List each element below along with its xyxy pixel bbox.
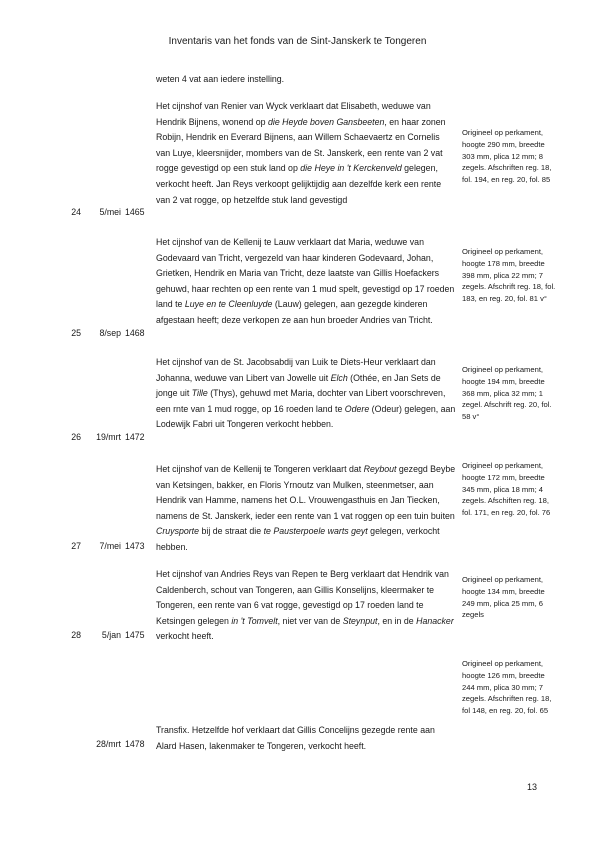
- entry-year: 1478: [125, 739, 145, 749]
- entry-number: 24: [71, 207, 81, 217]
- page-number: 13: [527, 782, 538, 792]
- entry-note: Origineel op perkament, hoogte 178 mm, breedte 398 mm, plica 22 mm; 7 zegels. Afschrift reg. 18, fol. 183, en reg. 20, fol. 81 v°: [462, 247, 556, 304]
- entry-note: Origineel op perkament, hoogte 126 mm, breedte 244 mm, plica 30 mm; 7 zegels. Afschriften reg. 18, fol 148, en reg. 20, fol. 65: [462, 659, 552, 716]
- entry-note: Origineel op perkament, hoogte 134 mm, breedte 249 mm, plica 25 mm, 6 zegels: [462, 575, 545, 620]
- entry-year: 1468: [125, 328, 145, 338]
- entry-text: Het cijnshof van Andries Reys van Repen te Berg verklaart dat Hendrik van Caldenberch, schout van Tongeren, aan Gillis Konselijns, kleermaker te Tongeren, een rente van 6 vat rogge, gevestigd op 17 roeden land te Ketsingen gelegen in 't Tomvelt, niet ver van de Steynput, en in de Hanacker verkocht heeft.: [156, 569, 454, 642]
- entry-date: 5/mei: [99, 207, 121, 217]
- entry-text: Transfix. Hetzelfde hof verklaart dat Gillis Concelijns gezegde rente aan Alard Hasen, lakenmaker te Tongeren, verkocht heeft.: [156, 725, 435, 751]
- entry-year: 1473: [125, 541, 145, 551]
- entry-year: 1465: [125, 207, 145, 217]
- entry-note: Origineel op perkament, hoogte 290 mm, breedte 303 mm, plica 12 mm; 8 zegels. Afschriften reg. 18, fol. 194, en reg. 20, fol. 85: [462, 128, 552, 185]
- entry-number: 25: [71, 328, 81, 338]
- entry-year: 1472: [125, 432, 145, 442]
- entry-note: Origineel op perkament, hoogte 172 mm, breedte 345 mm, plica 18 mm; 4 zegels. Afschiften reg. 18, fol. 171, en reg. 20, fol. 76: [462, 461, 551, 518]
- entry-year: 1475: [125, 630, 145, 640]
- entry-number: 26: [71, 432, 81, 442]
- entry-text: Het cijnshof van de Kellenij te Tongeren verklaart dat Reybout gezegd Beybe van Ketsingen, bakker, en Floris Yrnoutz van Mulken, steenmetser, aan Hendrik van Hamme, namens het O.L. Vrouwengasthuis en Jan Tiecken, namens de St. Janskerk, ieder een rente van 1 vat roggen op een tuin buiten Cruysporte bij de straat die te Pausterpoele warts geyt gelegen, verkocht hebben.: [156, 464, 456, 552]
- entry-text: Het cijnshof van de Kellenij te Lauw verklaart dat Maria, weduwe van Godevaard van Tricht, vergezeld van haar kinderen Godevaard, Johan, Grietken, Hendrik en Maria van Tricht, deze laatste van Gillis Hoefackers gehuwd, haar rechten op een rente van 1 mud spelt, gevestigd op 17 roeden land te Luye en te Cleenluyde (Lauw) gelegen, aan gezegde kinderen afgestaan heeft; deze verkopen ze aan hun broeder Andries van Tricht.: [156, 237, 455, 325]
- entry-date: 5/jan: [101, 630, 121, 640]
- entry-date: 28/mrt: [96, 739, 121, 749]
- page-header: Inventaris van het fonds van de Sint-Janskerk te Tongeren: [168, 36, 427, 47]
- entry-number: 27: [71, 541, 81, 551]
- entry-date: 7/mei: [99, 541, 121, 551]
- entry-number: 28: [71, 630, 81, 640]
- lead-text: weten 4 vat aan iedere instelling.: [156, 74, 285, 84]
- entry-note: Origineel op perkament, hoogte 194 mm, breedte 368 mm, plica 32 mm; 1 zegel. Afschrift reg. 20, fol. 58 v°: [462, 365, 552, 422]
- entry-date: 8/sep: [99, 328, 121, 338]
- entry-date: 19/mrt: [96, 432, 121, 442]
- entry-text: Het cijnshof van de St. Jacobsabdij van Luik te Diets-Heur verklaart dan Johanna, weduwe van Libert van Jowelle uit Elch (Othée, en Jan Sets de jonge uit Tille (Thys), gehuwd met Maria, dochter van Libert voorschreven, een rnte van 1 mud rogge, op 16 roeden land te Odere (Odeur) gelegen, aan Lodewijk Fabri uit Tongeren verkocht hebben.: [156, 357, 456, 430]
- entry-text: Het cijnshof van Renier van Wyck verklaart dat Elisabeth, weduwe van Hendrik Bijnens, wonend op die Heyde boven Gansbeeten, en haar zonen Robijn, Hendrik en Everard Bijnens, aan Willem Schaevaertz en Cornelis van Luye, kleersnijder, mombers van de St. Janskerk, een rente van 2 vat rogge gevestigd op een stuk land op die Heye in 't Kerckenveld gelegen, verkocht heeft. Jan Reys verkoopt gelijktijdig aan dezelfde kerk een rente van 2 vat rogge, op hetzelfde stuk land gevestigd: [156, 101, 446, 205]
